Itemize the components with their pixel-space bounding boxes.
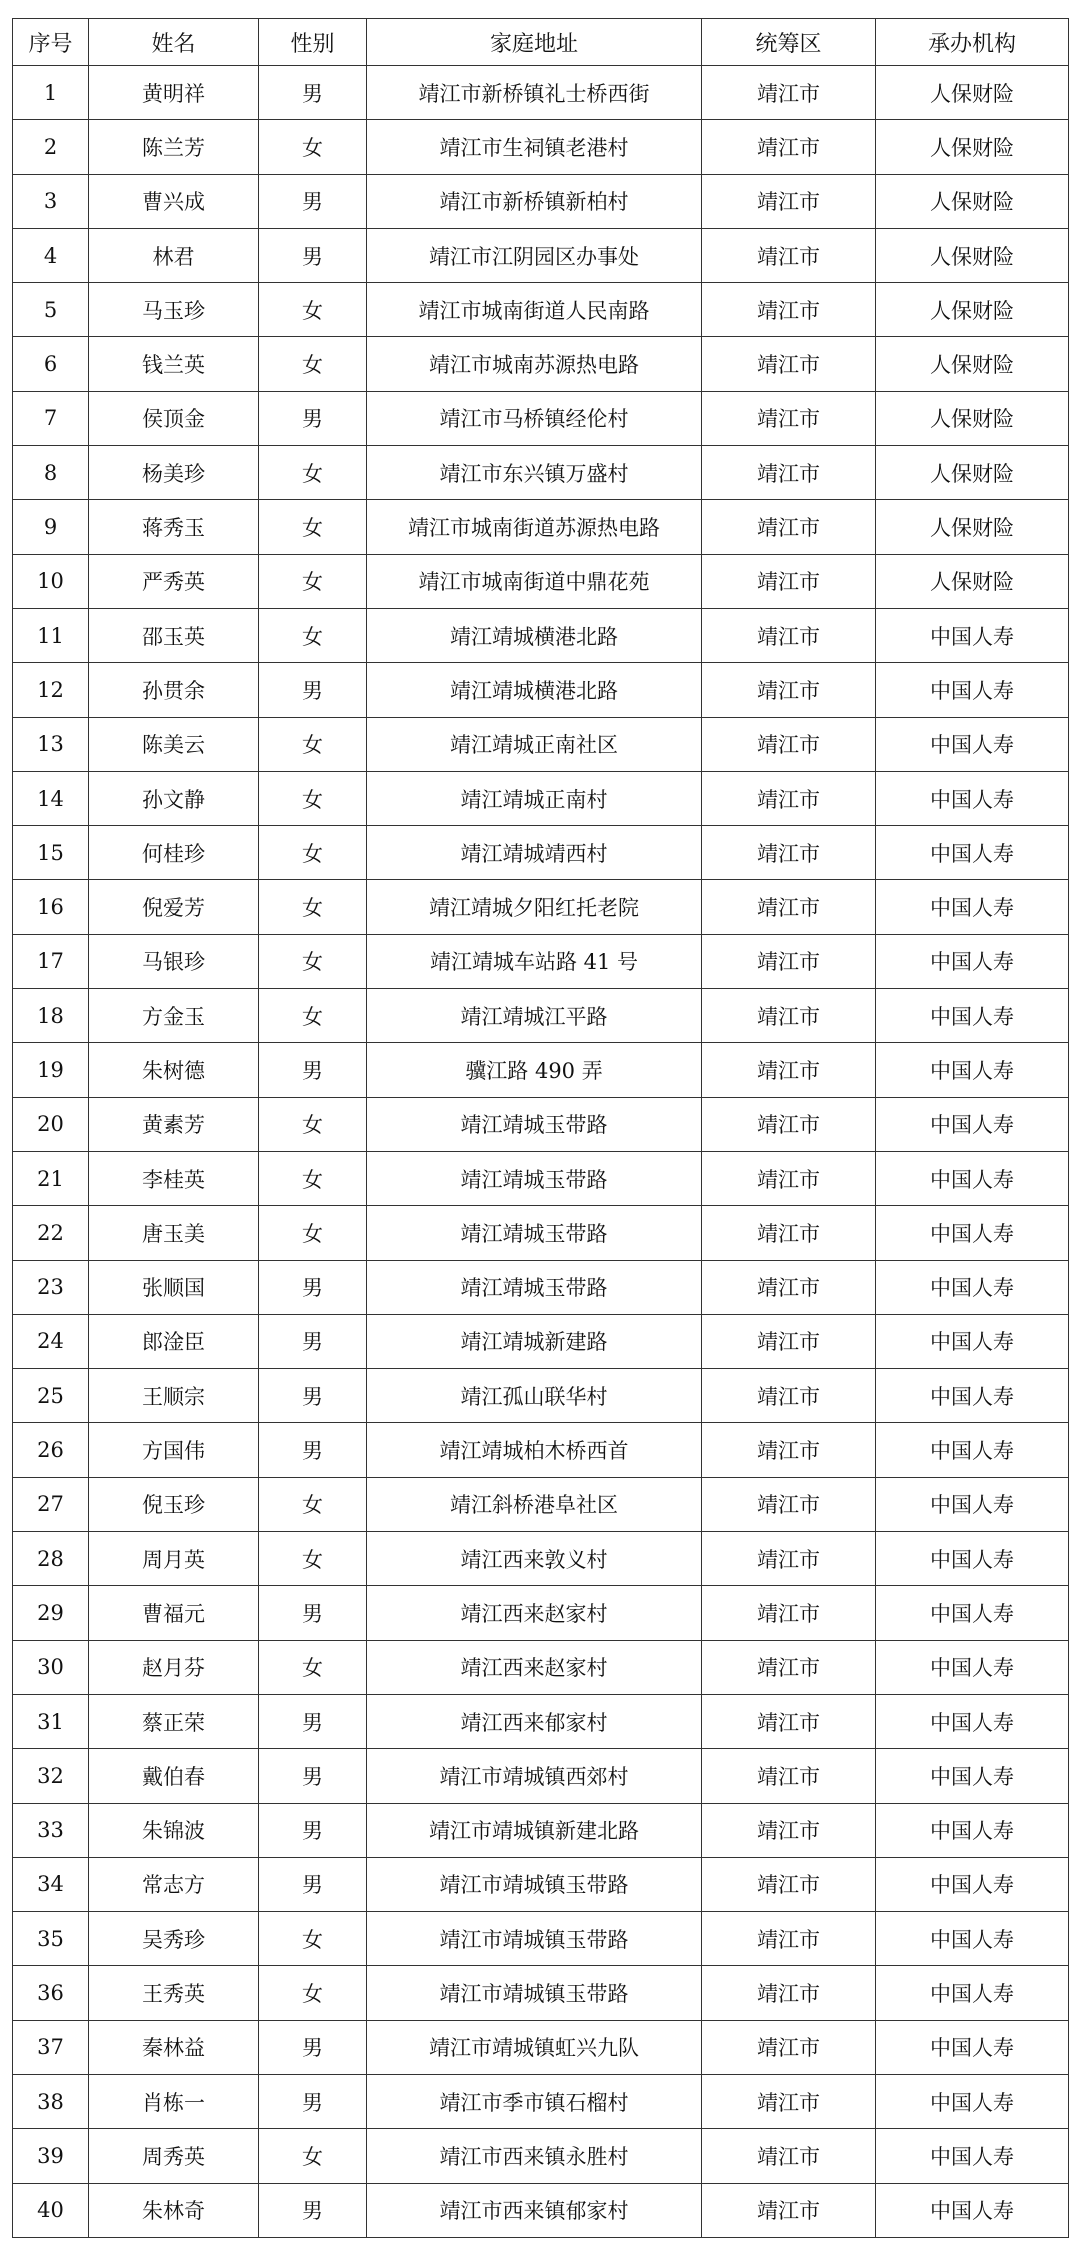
- table-row: [13, 1097, 1069, 1151]
- cell-no: 18: [13, 989, 89, 1043]
- table-row: [13, 2074, 1069, 2128]
- table-row: [13, 934, 1069, 988]
- cell-address: 靖江靖城玉带路: [367, 1151, 702, 1205]
- cell-address: 靖江市西来镇永胜村: [367, 2129, 702, 2183]
- cell-area: 靖江市: [702, 880, 876, 934]
- cell-no: 22: [13, 1206, 89, 1260]
- cell-name: 朱树德: [89, 1043, 259, 1097]
- cell-name: 秦林益: [89, 2020, 259, 2074]
- table-row: [13, 1912, 1069, 1966]
- cell-area: 靖江市: [702, 1369, 876, 1423]
- cell-sex: 男: [259, 1043, 367, 1097]
- cell-name: 常志方: [89, 1857, 259, 1911]
- cell-area: 靖江市: [702, 1586, 876, 1640]
- cell-no: 16: [13, 880, 89, 934]
- cell-name: 李桂英: [89, 1151, 259, 1205]
- cell-address: 靖江市东兴镇万盛村: [367, 446, 702, 500]
- cell-name: 杨美珍: [89, 446, 259, 500]
- cell-address: 靖江市城南苏源热电路: [367, 337, 702, 391]
- cell-no: 2: [13, 120, 89, 174]
- table-row: [13, 826, 1069, 880]
- cell-address: 靖江市靖城镇玉带路: [367, 1912, 702, 1966]
- cell-sex: 男: [259, 1314, 367, 1368]
- cell-address: 靖江市城南街道人民南路: [367, 283, 702, 337]
- cell-no: 17: [13, 934, 89, 988]
- cell-no: 19: [13, 1043, 89, 1097]
- cell-no: 33: [13, 1803, 89, 1857]
- cell-address: 靖江靖城玉带路: [367, 1260, 702, 1314]
- cell-no: 25: [13, 1369, 89, 1423]
- cell-sex: 男: [259, 66, 367, 120]
- header-area: 统筹区: [702, 19, 876, 66]
- cell-org: 中国人寿: [876, 1097, 1069, 1151]
- cell-org: 中国人寿: [876, 1803, 1069, 1857]
- cell-org: 中国人寿: [876, 1151, 1069, 1205]
- cell-no: 6: [13, 337, 89, 391]
- cell-org: 人保财险: [876, 446, 1069, 500]
- cell-sex: 男: [259, 1803, 367, 1857]
- cell-no: 28: [13, 1532, 89, 1586]
- cell-area: 靖江市: [702, 1477, 876, 1531]
- cell-area: 靖江市: [702, 446, 876, 500]
- table-row: [13, 1314, 1069, 1368]
- cell-sex: 女: [259, 989, 367, 1043]
- cell-address: 靖江靖城新建路: [367, 1314, 702, 1368]
- cell-address: 靖江靖城正南社区: [367, 717, 702, 771]
- cell-area: 靖江市: [702, 1532, 876, 1586]
- cell-no: 23: [13, 1260, 89, 1314]
- cell-name: 蒋秀玉: [89, 500, 259, 554]
- cell-name: 朱林奇: [89, 2183, 259, 2237]
- table-row: [13, 1151, 1069, 1205]
- cell-area: 靖江市: [702, 1423, 876, 1477]
- cell-sex: 男: [259, 1694, 367, 1748]
- cell-area: 靖江市: [702, 2074, 876, 2128]
- cell-no: 20: [13, 1097, 89, 1151]
- cell-address: 靖江市靖城镇虹兴九队: [367, 2020, 702, 2074]
- cell-address: 靖江西来赵家村: [367, 1640, 702, 1694]
- cell-name: 吴秀珍: [89, 1912, 259, 1966]
- table-row: [13, 1532, 1069, 1586]
- cell-address: 靖江靖城靖西村: [367, 826, 702, 880]
- cell-no: 40: [13, 2183, 89, 2237]
- cell-name: 肖栋一: [89, 2074, 259, 2128]
- cell-org: 中国人寿: [876, 1694, 1069, 1748]
- cell-sex: 女: [259, 1640, 367, 1694]
- cell-address: 靖江靖城玉带路: [367, 1097, 702, 1151]
- table-row: [13, 2129, 1069, 2183]
- cell-area: 靖江市: [702, 2129, 876, 2183]
- cell-sex: 女: [259, 1206, 367, 1260]
- cell-name: 周秀英: [89, 2129, 259, 2183]
- cell-no: 32: [13, 1749, 89, 1803]
- cell-area: 靖江市: [702, 391, 876, 445]
- header-no: 序号: [13, 19, 89, 66]
- cell-no: 27: [13, 1477, 89, 1531]
- cell-org: 人保财险: [876, 174, 1069, 228]
- cell-no: 26: [13, 1423, 89, 1477]
- cell-no: 36: [13, 1966, 89, 2020]
- cell-sex: 男: [259, 2020, 367, 2074]
- cell-name: 林君: [89, 228, 259, 282]
- cell-no: 4: [13, 228, 89, 282]
- cell-org: 中国人寿: [876, 934, 1069, 988]
- cell-area: 靖江市: [702, 1966, 876, 2020]
- cell-org: 中国人寿: [876, 989, 1069, 1043]
- cell-sex: 男: [259, 1369, 367, 1423]
- cell-org: 人保财险: [876, 228, 1069, 282]
- cell-org: 人保财险: [876, 66, 1069, 120]
- table-row: [13, 1586, 1069, 1640]
- table-row: [13, 1749, 1069, 1803]
- cell-area: 靖江市: [702, 1694, 876, 1748]
- cell-name: 邵玉英: [89, 608, 259, 662]
- cell-area: 靖江市: [702, 1640, 876, 1694]
- table-row: [13, 174, 1069, 228]
- cell-no: 39: [13, 2129, 89, 2183]
- cell-sex: 男: [259, 663, 367, 717]
- header-row: [13, 19, 1069, 66]
- cell-org: 中国人寿: [876, 2129, 1069, 2183]
- header-org: 承办机构: [876, 19, 1069, 66]
- cell-org: 中国人寿: [876, 1260, 1069, 1314]
- table-row: [13, 663, 1069, 717]
- cell-address: 靖江靖城江平路: [367, 989, 702, 1043]
- table-row: [13, 717, 1069, 771]
- cell-org: 中国人寿: [876, 1314, 1069, 1368]
- cell-org: 中国人寿: [876, 1477, 1069, 1531]
- cell-area: 靖江市: [702, 554, 876, 608]
- cell-sex: 男: [259, 228, 367, 282]
- cell-name: 黄明祥: [89, 66, 259, 120]
- cell-name: 陈兰芳: [89, 120, 259, 174]
- cell-sex: 男: [259, 2074, 367, 2128]
- cell-name: 倪玉珍: [89, 1477, 259, 1531]
- cell-sex: 男: [259, 1586, 367, 1640]
- cell-sex: 女: [259, 2129, 367, 2183]
- cell-org: 人保财险: [876, 120, 1069, 174]
- table-row: [13, 1694, 1069, 1748]
- table-row: [13, 337, 1069, 391]
- cell-address: 靖江市靖城镇玉带路: [367, 1857, 702, 1911]
- cell-area: 靖江市: [702, 2183, 876, 2237]
- cell-area: 靖江市: [702, 174, 876, 228]
- cell-address: 靖江靖城柏木桥西首: [367, 1423, 702, 1477]
- cell-name: 钱兰英: [89, 337, 259, 391]
- cell-sex: 女: [259, 1966, 367, 2020]
- cell-sex: 女: [259, 337, 367, 391]
- cell-no: 8: [13, 446, 89, 500]
- cell-org: 人保财险: [876, 391, 1069, 445]
- cell-sex: 男: [259, 1423, 367, 1477]
- cell-sex: 女: [259, 1097, 367, 1151]
- cell-address: 靖江市新桥镇新柏村: [367, 174, 702, 228]
- table-row: [13, 1423, 1069, 1477]
- cell-area: 靖江市: [702, 1043, 876, 1097]
- cell-org: 人保财险: [876, 500, 1069, 554]
- table-row: [13, 2183, 1069, 2237]
- cell-sex: 女: [259, 120, 367, 174]
- cell-sex: 女: [259, 608, 367, 662]
- cell-no: 1: [13, 66, 89, 120]
- cell-name: 蔡正荣: [89, 1694, 259, 1748]
- cell-no: 21: [13, 1151, 89, 1205]
- table-row: [13, 500, 1069, 554]
- cell-address: 靖江市马桥镇经伦村: [367, 391, 702, 445]
- cell-area: 靖江市: [702, 1206, 876, 1260]
- cell-area: 靖江市: [702, 1314, 876, 1368]
- cell-org: 中国人寿: [876, 1749, 1069, 1803]
- cell-name: 何桂珍: [89, 826, 259, 880]
- cell-org: 人保财险: [876, 337, 1069, 391]
- table-row: [13, 1043, 1069, 1097]
- cell-no: 3: [13, 174, 89, 228]
- cell-name: 唐玉美: [89, 1206, 259, 1260]
- cell-no: 35: [13, 1912, 89, 1966]
- cell-org: 中国人寿: [876, 1206, 1069, 1260]
- cell-org: 中国人寿: [876, 2074, 1069, 2128]
- cell-address: 靖江市新桥镇礼士桥西街: [367, 66, 702, 120]
- cell-address: 靖江靖城夕阳红托老院: [367, 880, 702, 934]
- cell-sex: 女: [259, 826, 367, 880]
- cell-name: 严秀英: [89, 554, 259, 608]
- cell-area: 靖江市: [702, 500, 876, 554]
- table-row: [13, 2020, 1069, 2074]
- cell-area: 靖江市: [702, 771, 876, 825]
- cell-area: 靖江市: [702, 1857, 876, 1911]
- table-body: [13, 66, 1069, 2238]
- cell-org: 中国人寿: [876, 1532, 1069, 1586]
- cell-address: 靖江靖城横港北路: [367, 663, 702, 717]
- cell-org: 中国人寿: [876, 1857, 1069, 1911]
- cell-org: 中国人寿: [876, 826, 1069, 880]
- cell-address: 靖江靖城正南村: [367, 771, 702, 825]
- cell-address: 靖江市靖城镇新建北路: [367, 1803, 702, 1857]
- cell-address: 靖江市靖城镇西郊村: [367, 1749, 702, 1803]
- cell-no: 11: [13, 608, 89, 662]
- cell-name: 马玉珍: [89, 283, 259, 337]
- cell-address: 靖江市生祠镇老港村: [367, 120, 702, 174]
- cell-name: 侯顶金: [89, 391, 259, 445]
- cell-org: 中国人寿: [876, 1369, 1069, 1423]
- cell-address: 靖江靖城横港北路: [367, 608, 702, 662]
- cell-sex: 女: [259, 1532, 367, 1586]
- cell-area: 靖江市: [702, 717, 876, 771]
- cell-no: 38: [13, 2074, 89, 2128]
- cell-area: 靖江市: [702, 663, 876, 717]
- cell-org: 中国人寿: [876, 2020, 1069, 2074]
- cell-org: 中国人寿: [876, 1586, 1069, 1640]
- table-row: [13, 446, 1069, 500]
- cell-no: 7: [13, 391, 89, 445]
- cell-area: 靖江市: [702, 826, 876, 880]
- table-row: [13, 771, 1069, 825]
- cell-sex: 女: [259, 934, 367, 988]
- cell-address: 靖江西来赵家村: [367, 1586, 702, 1640]
- table-row: [13, 1966, 1069, 2020]
- cell-name: 陈美云: [89, 717, 259, 771]
- cell-no: 10: [13, 554, 89, 608]
- cell-sex: 女: [259, 283, 367, 337]
- cell-address: 靖江靖城车站路 41 号: [367, 934, 702, 988]
- cell-name: 张顺国: [89, 1260, 259, 1314]
- table-row: [13, 1477, 1069, 1531]
- cell-name: 曹福元: [89, 1586, 259, 1640]
- cell-sex: 男: [259, 1260, 367, 1314]
- table-row: [13, 1260, 1069, 1314]
- cell-address: 靖江靖城玉带路: [367, 1206, 702, 1260]
- cell-org: 中国人寿: [876, 663, 1069, 717]
- cell-org: 中国人寿: [876, 1640, 1069, 1694]
- cell-area: 靖江市: [702, 989, 876, 1043]
- cell-area: 靖江市: [702, 1749, 876, 1803]
- cell-area: 靖江市: [702, 1803, 876, 1857]
- cell-name: 赵月芬: [89, 1640, 259, 1694]
- cell-no: 9: [13, 500, 89, 554]
- cell-area: 靖江市: [702, 283, 876, 337]
- table-row: [13, 880, 1069, 934]
- table-row: [13, 391, 1069, 445]
- cell-org: 中国人寿: [876, 1423, 1069, 1477]
- cell-address: 靖江市江阴园区办事处: [367, 228, 702, 282]
- cell-name: 朱锦波: [89, 1803, 259, 1857]
- table-row: [13, 228, 1069, 282]
- cell-org: 人保财险: [876, 283, 1069, 337]
- cell-name: 曹兴成: [89, 174, 259, 228]
- cell-sex: 女: [259, 717, 367, 771]
- cell-sex: 女: [259, 1151, 367, 1205]
- cell-org: 中国人寿: [876, 880, 1069, 934]
- cell-no: 34: [13, 1857, 89, 1911]
- cell-address: 骥江路 490 弄: [367, 1043, 702, 1097]
- roster-table: [12, 18, 1069, 2238]
- cell-address: 靖江西来郁家村: [367, 1694, 702, 1748]
- header-address: 家庭地址: [367, 19, 702, 66]
- cell-no: 29: [13, 1586, 89, 1640]
- cell-org: 中国人寿: [876, 771, 1069, 825]
- cell-address: 靖江市城南街道中鼎花苑: [367, 554, 702, 608]
- cell-sex: 女: [259, 500, 367, 554]
- cell-area: 靖江市: [702, 66, 876, 120]
- cell-sex: 男: [259, 1749, 367, 1803]
- table-row: [13, 1206, 1069, 1260]
- table-header: [13, 19, 1069, 66]
- roster-sheet: [12, 18, 1068, 2238]
- cell-area: 靖江市: [702, 608, 876, 662]
- cell-area: 靖江市: [702, 1260, 876, 1314]
- cell-sex: 女: [259, 1477, 367, 1531]
- cell-no: 13: [13, 717, 89, 771]
- cell-sex: 女: [259, 771, 367, 825]
- cell-name: 方金玉: [89, 989, 259, 1043]
- header-sex: 性别: [259, 19, 367, 66]
- cell-name: 周月英: [89, 1532, 259, 1586]
- cell-sex: 女: [259, 880, 367, 934]
- cell-name: 方国伟: [89, 1423, 259, 1477]
- cell-sex: 男: [259, 391, 367, 445]
- cell-area: 靖江市: [702, 1097, 876, 1151]
- cell-name: 黄素芳: [89, 1097, 259, 1151]
- cell-org: 中国人寿: [876, 2183, 1069, 2237]
- cell-area: 靖江市: [702, 934, 876, 988]
- cell-area: 靖江市: [702, 337, 876, 391]
- cell-address: 靖江孤山联华村: [367, 1369, 702, 1423]
- cell-address: 靖江市城南街道苏源热电路: [367, 500, 702, 554]
- cell-address: 靖江市靖城镇玉带路: [367, 1966, 702, 2020]
- cell-name: 马银珍: [89, 934, 259, 988]
- table-row: [13, 1803, 1069, 1857]
- cell-org: 中国人寿: [876, 608, 1069, 662]
- cell-sex: 男: [259, 2183, 367, 2237]
- cell-org: 中国人寿: [876, 717, 1069, 771]
- header-name: 姓名: [89, 19, 259, 66]
- table-row: [13, 120, 1069, 174]
- cell-sex: 女: [259, 446, 367, 500]
- cell-no: 5: [13, 283, 89, 337]
- cell-name: 孙贯余: [89, 663, 259, 717]
- cell-sex: 女: [259, 1912, 367, 1966]
- cell-org: 中国人寿: [876, 1912, 1069, 1966]
- cell-address: 靖江市季市镇石榴村: [367, 2074, 702, 2128]
- cell-org: 中国人寿: [876, 1043, 1069, 1097]
- cell-no: 31: [13, 1694, 89, 1748]
- cell-name: 倪爱芳: [89, 880, 259, 934]
- cell-address: 靖江西来敦义村: [367, 1532, 702, 1586]
- cell-no: 15: [13, 826, 89, 880]
- cell-no: 12: [13, 663, 89, 717]
- cell-no: 37: [13, 2020, 89, 2074]
- cell-area: 靖江市: [702, 120, 876, 174]
- cell-no: 30: [13, 1640, 89, 1694]
- table-row: [13, 608, 1069, 662]
- cell-area: 靖江市: [702, 2020, 876, 2074]
- cell-sex: 男: [259, 1857, 367, 1911]
- cell-area: 靖江市: [702, 1912, 876, 1966]
- cell-area: 靖江市: [702, 228, 876, 282]
- cell-no: 24: [13, 1314, 89, 1368]
- cell-org: 人保财险: [876, 554, 1069, 608]
- cell-name: 孙文静: [89, 771, 259, 825]
- cell-area: 靖江市: [702, 1151, 876, 1205]
- cell-no: 14: [13, 771, 89, 825]
- cell-sex: 男: [259, 174, 367, 228]
- table-row: [13, 554, 1069, 608]
- cell-name: 王顺宗: [89, 1369, 259, 1423]
- cell-name: 郎淦臣: [89, 1314, 259, 1368]
- cell-name: 戴伯春: [89, 1749, 259, 1803]
- table-row: [13, 1640, 1069, 1694]
- table-row: [13, 989, 1069, 1043]
- cell-org: 中国人寿: [876, 1966, 1069, 2020]
- table-row: [13, 1857, 1069, 1911]
- table-row: [13, 283, 1069, 337]
- cell-sex: 女: [259, 554, 367, 608]
- table-row: [13, 1369, 1069, 1423]
- table-row: [13, 66, 1069, 120]
- cell-address: 靖江斜桥港阜社区: [367, 1477, 702, 1531]
- cell-address: 靖江市西来镇郁家村: [367, 2183, 702, 2237]
- cell-name: 王秀英: [89, 1966, 259, 2020]
